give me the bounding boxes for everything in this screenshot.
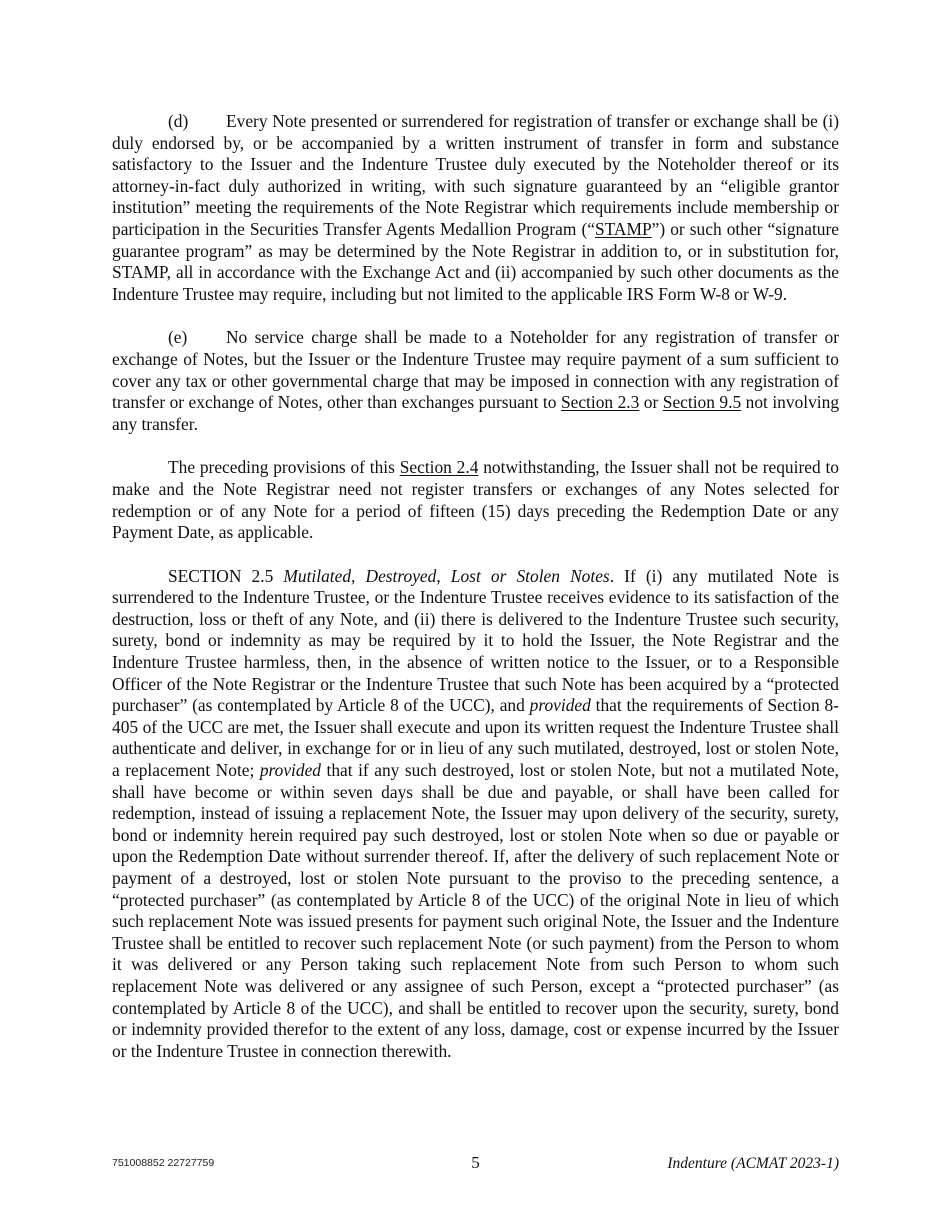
paragraph-label: (e) xyxy=(168,327,188,348)
paragraph-d xyxy=(112,111,839,305)
proviso-term: provided xyxy=(259,760,322,781)
section-title: Mutilated, Destroyed, Lost or Stolen Notes xyxy=(283,565,610,586)
page-number: 5 xyxy=(471,1153,480,1172)
paragraph-text: that the requirements of Section 8-405 of the UCC are met, the Issuer shall execute and upon its written request the Indenture Trustee shall authenticate and deliver, in exchange for or in lieu of any such mutilated, destroyed, lost or stolen Note, a replacement Note; xyxy=(112,695,839,781)
paragraph-text: Every Note presented or surrendered for registration of transfer or exchange shall be (i) duly endorsed by, or be accompanied by a written instrument of transfer in form and substance satisfactory to the Issuer and the Indenture Trustee duly executed by the Noteholder thereof or its attorney-in-fact duly authorized in writing, with such signature guaranteed by an “eligible grantor institution” meeting the requirements of the Note Registrar which requirements include membership or participation in the Securities Transfer Agents Medallion Program (“ xyxy=(112,111,839,239)
paragraph-text: not involving any transfer. xyxy=(112,392,840,434)
document-body xyxy=(112,111,839,1084)
section-reference: Section 9.5 xyxy=(662,392,742,413)
page-footer xyxy=(112,1155,839,1177)
paragraph-text: No service charge shall be made to a Noteholder for any registration of transfer or exchange of Notes, but the Issuer or the Indenture Trustee may require payment of a sum sufficient to cover any tax or other governmental charge that may be imposed in connection with any registration of transfer or exchange of Notes, other than exchanges pursuant to xyxy=(112,327,839,413)
paragraph-text: . If (i) any mutilated Note is surrendered to the Indenture Trustee, or the Indenture Trustee receives evidence to its satisfaction of the destruction, loss or theft of any Note, and (ii) there is delivered to the Indenture Trustee such security, surety, bond or indemnity as may be required by it to hold the Issuer, the Note Registrar and the Indenture Trustee harmless, then, in the absence of written notice to the Issuer, or to a Responsible Officer of the Note Registrar or the Indenture Trustee that such Note has been acquired by a “protected purchaser” (as contemplated by Article 8 of the UCC), and xyxy=(112,565,839,716)
section-heading: SECTION 2.5 xyxy=(168,565,284,586)
proviso-term: provided xyxy=(529,695,591,716)
paragraph-text: or xyxy=(639,392,663,413)
document-title: Indenture (ACMAT 2023-1) xyxy=(667,1155,839,1172)
section-reference: Section 2.3 xyxy=(560,392,640,413)
paragraph-text: The preceding provisions of this xyxy=(168,457,400,478)
paragraph-text: that if any such destroyed, lost or stolen Note, but not a mutilated Note, shall have become or within seven days shall be due and payable, or shall have been called for redemption, instead of issuing a replacement Note, the Issuer may upon delivery of the security, surety, bond or indemnity herein required pay such destroyed, lost or stolen Note when so due or payable or upon the Redemption Date without surrender thereof. If, after the delivery of such replacement Note or payment of a destroyed, lost or stolen Note pursuant to the proviso to the preceding sentence, a “protected purchaser” (as contemplated by Article 8 of the UCC) of the original Note in lieu of which such replacement Note was issued presents for payment such original Note, the Issuer and the Indenture Trustee shall be entitled to recover such replacement Note (or such payment) from the Person to whom it was delivered or any Person taking such replacement Note from such Person to whom such replacement Note was delivered or any assignee of such Person, except a “protected purchaser” (as contemplated by Article 8 of the UCC), and shall be entitled to recover upon the security, surety, bond or indemnity provided therefor to the extent of any loss, damage, cost or expense incurred by the Issuer or the Indenture Trustee in connection therewith. xyxy=(112,760,839,1061)
stamp-defined-term: STAMP xyxy=(595,218,652,239)
document-id: 751008852 22727759 xyxy=(112,1157,215,1169)
paragraph-text: notwithstanding, the Issuer shall not be required to make and the Note Registrar need not register transfers or exchanges of any Notes selected for redemption or of any Note for a period of fifteen (15) days preceding the Redemption Date or any Payment Date, as applicable. xyxy=(112,457,839,543)
paragraph-text: ”) or such other “signature guarantee program” as may be determined by the Note Registrar in addition to, or in substitution for, STAMP, all in accordance with the Exchange Act and (ii) accompanied by such other documents as the Indenture Trustee may require, including but not limited to the applicable IRS Form W-8 or W-9. xyxy=(112,218,839,304)
section-2-5 xyxy=(112,566,839,1063)
paragraph-preceding-provisions xyxy=(112,457,839,543)
paragraph-label: (d) xyxy=(168,111,189,131)
paragraph-e xyxy=(112,327,839,435)
section-reference: Section 2.4 xyxy=(399,457,479,478)
